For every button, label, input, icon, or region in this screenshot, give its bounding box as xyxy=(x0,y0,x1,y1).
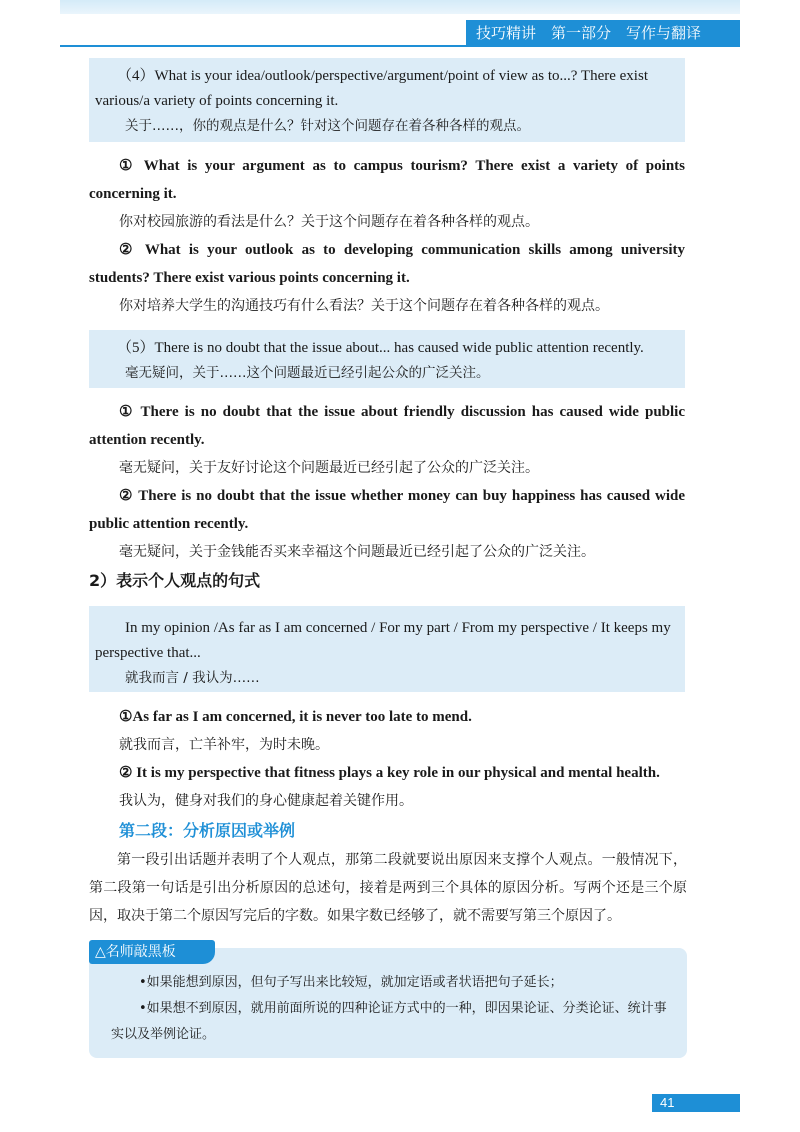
examples-opinion xyxy=(89,703,685,815)
pattern-box-5 xyxy=(89,330,685,388)
pattern-4-english: （4）What is your idea/outlook/perspective/argument/point of view as to...? There exist various/a variety of points concerning it. xyxy=(95,68,648,109)
example-sentence-zh: 毫无疑问，关于金钱能否买来幸福这个问题最近已经引起了公众的广泛关注。 xyxy=(119,544,595,560)
tip-content xyxy=(111,970,671,1048)
example-sentence-zh: 你对培养大学生的沟通技巧有什么看法？关于这个问题存在着各种各样的观点。 xyxy=(119,298,609,314)
pattern-box-4 xyxy=(89,58,685,142)
running-header: 技巧精讲 第一部分 写作与翻译 xyxy=(466,20,740,46)
example-sentence-zh: 毫无疑问，关于友好讨论这个问题最近已经引起了公众的广泛关注。 xyxy=(119,460,539,476)
pattern-opinion-english: In my opinion /As far as I am concerned / For my part / From my perspective / It keeps my perspective that... xyxy=(95,620,671,661)
top-decoration xyxy=(60,0,740,14)
example-sentence-en: ② There is no doubt that the issue whether money can buy happiness has caused wide public attention recently. xyxy=(89,488,685,532)
pattern-5-english: （5）There is no doubt that the issue about... has caused wide public attention recently. xyxy=(117,340,644,356)
example-sentence-en: ① What is your argument as to campus tourism? There exist a variety of points concerning it. xyxy=(89,158,685,202)
paragraph-2-body: 第一段引出话题并表明了个人观点，那第二段就要说出原因来支撑个人观点。一般情况下，第二段第一句话是引出分析原因的总述句，接着是两到三个具体的原因分析。写两个还是三个原因，取决于第二个原因写完后的字数。如果字数已经够了，就不需要写第三个原因了。 xyxy=(89,852,687,924)
tip-item: •如果想不到原因，就用前面所说的四种论证方式中的一种，即因果论证、分类论证、统计事实以及举例论证。 xyxy=(111,1001,667,1042)
paragraph-2-title: 第二段：分析原因或举例 xyxy=(119,821,296,840)
example-sentence-zh: 我认为，健身对我们的身心健康起着关键作用。 xyxy=(119,793,413,809)
tip-item: •如果能想到原因，但句子写出来比较短，就加定语或者状语把句子延长； xyxy=(139,975,563,990)
example-sentence-en: ①As far as I am concerned, it is never too late to mend. xyxy=(119,709,472,725)
section-heading: 2）表示个人观点的句式 xyxy=(89,571,261,590)
examples-5 xyxy=(89,398,685,566)
example-sentence-en: ① There is no doubt that the issue about friendly discussion has caused wide public attention recently. xyxy=(89,404,685,448)
page-number: 41 xyxy=(652,1094,740,1112)
tip-label: △名师敲黑板 xyxy=(89,940,215,964)
header-rule xyxy=(60,45,740,47)
example-sentence-zh: 就我而言，亡羊补牢，为时未晚。 xyxy=(119,737,329,753)
pattern-5-chinese: 毫无疑问，关于……这个问题最近已经引起公众的广泛关注。 xyxy=(125,365,490,381)
examples-4 xyxy=(89,152,685,320)
example-sentence-zh: 你对校园旅游的看法是什么？关于这个问题存在着各种各样的观点。 xyxy=(119,214,539,230)
example-sentence-en: ② It is my perspective that fitness plays a key role in our physical and mental health. xyxy=(119,765,660,781)
pattern-opinion-chinese: 就我而言 / 我认为…… xyxy=(125,670,260,686)
pattern-4-chinese: 关于……，你的观点是什么？针对这个问题存在着各种各样的观点。 xyxy=(125,118,530,134)
example-sentence-en: ② What is your outlook as to developing communication skills among university students? There exist various points concerning it. xyxy=(89,242,685,286)
pattern-box-opinion xyxy=(89,606,685,692)
